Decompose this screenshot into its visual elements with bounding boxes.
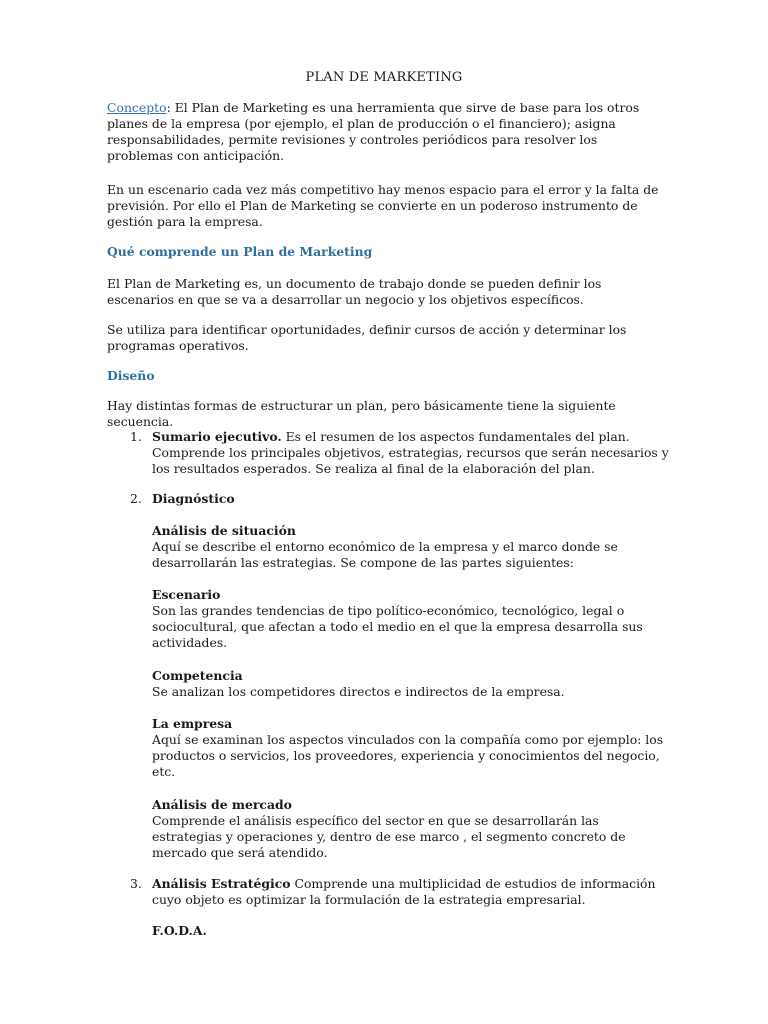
list-number: 1.: [130, 429, 142, 444]
subsection-market-analysis: [152, 797, 672, 861]
concept-text: : El Plan de Marketing es una herramienta que sirve de base para los otros planes de la empresa (por ejemplo, el plan de producción o el financiero); asigna responsabilidades, permite revisiones y controles periódicos para resolver los problemas con anticipación.: [107, 100, 640, 163]
subsection-competition: [152, 668, 672, 700]
subsection-situation-analysis: [152, 523, 672, 571]
list-item-strategic-analysis: [152, 876, 672, 908]
subsection-scenario: [152, 587, 672, 651]
paragraph-definition: El Plan de Marketing es, un documento de trabajo donde se pueden definir los escenarios en que se va a desarrollar un negocio y los objetivos específicos.: [107, 276, 602, 307]
concept-paragraph: [107, 100, 667, 164]
list-item-text: Es el resumen de los aspectos fundamentales del plan. Comprende los principales objetivos, estrategias, recursos que serán necesarios y los resultados esperados. Se realiza al final de la elaboración del plan.: [152, 429, 669, 476]
paragraph-usage: Se utiliza para identificar oportunidades, definir cursos de acción y determinar los programas operativos.: [107, 322, 627, 353]
document-title: PLAN DE MARKETING: [305, 70, 463, 85]
subsection-heading: Análisis de situación: [152, 523, 296, 538]
paragraph-competitive: En un escenario cada vez más competitivo hay menos espacio para el error y la falta de previsión. Por ello el Plan de Marketing se convierte en un poderoso instrumento de gestión para la empresa.: [107, 182, 659, 229]
subsection-text: Se analizan los competidores directos e indirectos de la empresa.: [152, 684, 565, 699]
paragraph-structure: Hay distintas formas de estructurar un plan, pero básicamente tiene la siguiente secuencia.: [107, 398, 616, 429]
subsection-text: Comprende el análisis específico del sector en que se desarrollarán las estrategias y operaciones y, dentro de ese marco , el segmento concreto de mercado que será atendido.: [152, 813, 626, 860]
list-item-diagnosis: [152, 491, 672, 507]
list-item-heading: Diagnóstico: [152, 491, 235, 506]
subsection-heading: Análisis de mercado: [152, 797, 292, 812]
concept-link[interactable]: Concepto: [107, 100, 167, 115]
subsection-text: Aquí se describe el entorno económico de la empresa y el marco donde se desarrollarán las estrategias. Se compone de las partes siguientes:: [152, 539, 618, 570]
list-number: 2.: [130, 491, 142, 506]
subsection-heading: La empresa: [152, 716, 233, 731]
subsection-text: Aquí se examinan los aspectos vinculados con la compañía como por ejemplo: los productos o servicios, los proveedores, experiencia y conocimientos del negocio, etc.: [152, 732, 664, 779]
subsection-heading: Competencia: [152, 668, 243, 683]
list-item-text: Comprende una multiplicidad de estudios de información cuyo objeto es optimizar la formulación de la estrategia empresarial.: [152, 876, 656, 907]
list-item-heading: Sumario ejecutivo.: [152, 429, 282, 444]
subsection-text: Son las grandes tendencias de tipo político-económico, tecnológico, legal o sociocultural, que afectan a todo el medio en el que la empresa desarrolla sus actividades.: [152, 603, 643, 650]
list-item-heading: Análisis Estratégico: [152, 876, 291, 891]
heading-what-includes: Qué comprende un Plan de Marketing: [107, 244, 373, 259]
list-number: 3.: [130, 876, 142, 891]
subsection-heading: F.O.D.A.: [152, 923, 207, 938]
subsection-company: [152, 716, 672, 780]
heading-design: Diseño: [107, 368, 155, 383]
list-item-executive-summary: [152, 429, 672, 477]
subsection-foda: [152, 923, 672, 939]
subsection-heading: Escenario: [152, 587, 221, 602]
